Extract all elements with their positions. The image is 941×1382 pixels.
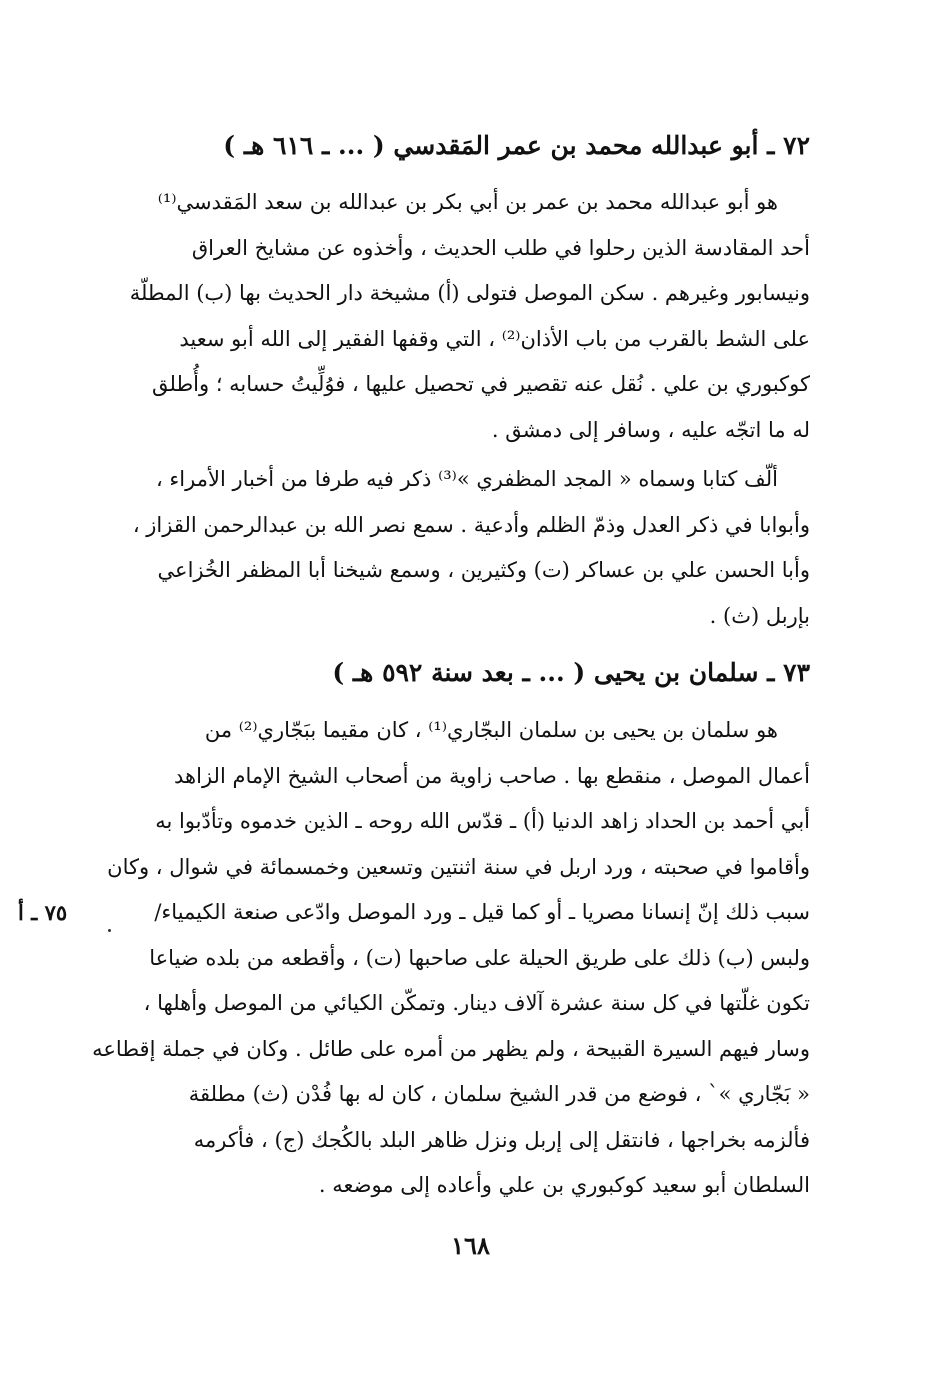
entry-73-paragraph-1 — [92, 708, 810, 1209]
text-line: أعمال الموصل ، منقطع بها . صاحب زاوية من أصحاب الشيخ الإمام الزاهد — [174, 763, 810, 788]
margin-folio-note: ٧٥ ـ أ — [18, 900, 68, 925]
text-line: وسار فيهم السيرة القبيحة ، ولم يظهر من أمره على طائل . وكان في جملة إقطاعه — [92, 1036, 810, 1061]
text-line: وأبوابا في ذكر العدل وذمّ الظلم وأدعية . سمع نصر الله بن عبدالرحمن القزاز ، — [132, 512, 810, 537]
text-line: ألّف كتابا وسماه « المجد المظفري »⁽³⁾ ذكر فيه طرفا من أخبار الأمراء ، — [155, 467, 778, 491]
text-line: له ما اتجّه عليه ، وسافر إلى دمشق . — [491, 417, 810, 442]
margin-dot — [108, 929, 111, 932]
text-line: ولبس (ب) ذلك على طريق الحيلة على صاحبها (ت) ، وأقطعه من بلده ضياعا — [149, 945, 810, 970]
text-line: السلطان أبو سعيد كوكبوري بن علي وأعاده إلى موضعه . — [318, 1173, 810, 1197]
entry-72-heading: ٧٢ ـ أبو عبدالله محمد بن عمر المَقدسي ( ... ـ ٦١٦ هـ ) — [223, 131, 810, 160]
page-number: ١٦٨ — [451, 1231, 490, 1260]
text-line: هو سلمان بن يحيى بن سلمان البجّاري⁽¹⁾ ، كان مقيما ببَجّاري⁽²⁾ من — [204, 718, 778, 742]
text-line: وأقاموا في صحبته ، ورد اربل في سنة اثنتين وتسعين وخمسمائة في شوال ، وكان — [107, 854, 810, 879]
text-line: بإربل (ث) . — [709, 603, 810, 628]
text-line: « بَجّاري »` ، فوضع من قدر الشيخ سلمان ، كان له بها فُدْن (ث) مطلقة — [188, 1082, 810, 1106]
text-line: أبي أحمد بن الحداد زاهد الدنيا (أ) ـ قدّس الله روحه ـ الذين خدموه وتأدّبوا به — [155, 809, 810, 833]
entry-72-paragraph-2 — [118, 457, 810, 639]
text-line: ونيسابور وغيرهم . سكن الموصل فتولى (أ) مشيخة دار الحديث بها (ب) المطلّة — [129, 281, 810, 305]
text-line: كوكبوري بن علي . نُقل عنه تقصير في تحصيل عليها ، فوُلِّيتُ حسابه ؛ وأُطلق — [151, 372, 810, 396]
text-line: أحد المقادسة الذين رحلوا في طلب الحديث ، وأخذوه عن مشايخ العراق — [191, 235, 810, 260]
text-line: وأبا الحسن علي بن عساكر (ت) وكثيرين ، وسمع شيخنا أبا المظفر الخُزاعي — [157, 558, 810, 582]
text-line: هو أبو عبدالله محمد بن عمر بن أبي بكر بن عبدالله بن سعد المَقدسي⁽¹⁾ — [157, 190, 778, 214]
text-line: سبب ذلك إنّ إنسانا مصريا ـ أو كما قيل ـ ورد الموصل وادّعى صنعة الكيمياء/ — [154, 900, 810, 924]
entry-72-paragraph-1 — [118, 180, 810, 453]
text-line: فألزمه بخراجها ، فانتقل إلى إربل ونزل ظاهر البلد بالكُجك (ج) ، فأكرمه — [193, 1127, 810, 1152]
text-line: على الشط بالقرب من باب الأذان⁽²⁾ ، التي وقفها الفقير إلى الله أبو سعيد — [179, 326, 810, 351]
entry-73-heading: ٧٣ ـ سلمان بن يحيى ( ... ـ بعد سنة ٥٩٢ هـ ) — [332, 658, 810, 687]
text-line: تكون غلّتها في كل سنة عشرة آلاف دينار. وتمكّن الكيائي من الموصل وأهلها ، — [143, 991, 810, 1015]
